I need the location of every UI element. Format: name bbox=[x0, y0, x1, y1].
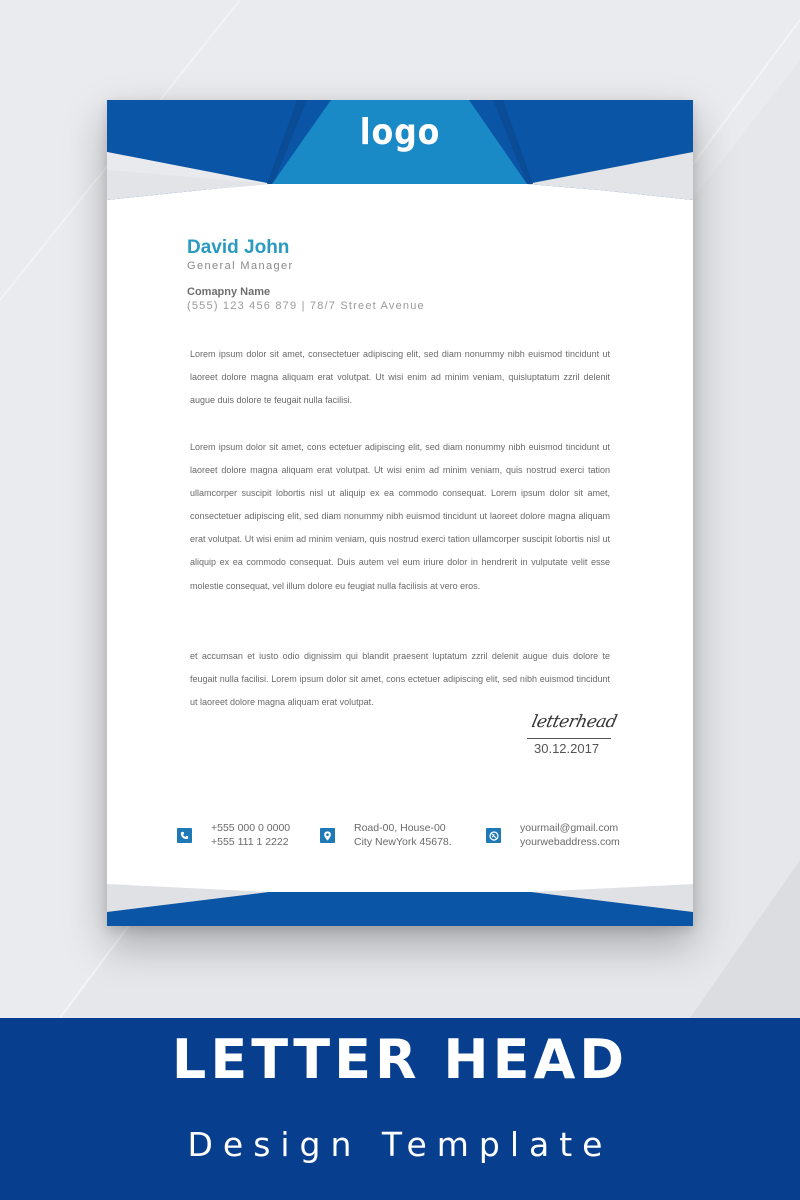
phone-number-1: +555 000 0 0000 bbox=[211, 822, 291, 834]
phone-number-2: +555 111 1 2222 bbox=[211, 835, 289, 848]
sender-name: David John bbox=[187, 237, 290, 258]
sender-role: General Manager bbox=[187, 260, 294, 272]
email-address: yourmail@gmail.com bbox=[520, 822, 619, 834]
banner-title: LETTER HEAD bbox=[171, 1028, 629, 1091]
address-line-1: Road-00, House-00 bbox=[354, 822, 446, 834]
company-contact-line: (555) 123 456 879 | 78/7 Street Avenue bbox=[187, 300, 425, 312]
body-paragraph: et accumsan et iusto odio dignissim qui blandit praesent luptatum zzril delenit augue duis dolore te feugait nulla facilisi. Lorem ipsum dolor sit amet, cons ectetuer adipiscing elit, sed nibh euismod tincidunt ut laoreet dolore magna aliquam erat volutpat. bbox=[190, 651, 610, 708]
letterhead-page bbox=[107, 100, 693, 926]
signature-line bbox=[527, 738, 611, 739]
body-paragraph: Lorem ipsum dolor sit amet, consectetuer adipiscing elit, sed diam nonummy nibh euismod tincidunt ut laoreet dolore magna aliquam erat volutpat. Ut wisi enim ad minim veniam, quisluptatum zzril delenit augue duis dolore te feugait nulla facilisi. bbox=[190, 349, 610, 406]
company-name: Comapny Name bbox=[187, 286, 271, 298]
signature: letterhead bbox=[529, 712, 619, 732]
logo: logo bbox=[359, 112, 441, 153]
web-address: yourwebaddress.com bbox=[520, 835, 620, 848]
globe-icon bbox=[486, 828, 501, 843]
location-pin-icon bbox=[320, 828, 335, 843]
footer-address bbox=[320, 822, 452, 849]
phone-icon bbox=[177, 828, 192, 843]
letter-date: 30.12.2017 bbox=[534, 741, 600, 756]
footer-web bbox=[486, 822, 620, 849]
footer-phone bbox=[177, 822, 290, 849]
address-line-2: City NewYork 45678. bbox=[354, 835, 452, 848]
body-paragraph: Lorem ipsum dolor sit amet, cons ectetuer adipiscing elit, sed diam nonummy nibh euismod tincidunt ut laoreet dolore magna aliquam erat volutpat. Ut wisi enim ad minim veniam, quis nostrud exerci tation ullamcorper suscipit lobortis nisl ut aliquip ex ea commodo consequat. Lorem ipsum dolor sit amet, consectetuer adipiscing elit, sed diam nonummy nibh euismod tincidunt ut laoreet dolore magna aliquam erat volutpat. Ut wisi enim ad minim veniam, quis nostrud exerci tation ullamcorper suscipit lobortis nisl ut aliquip ex ea commodo consequat. Duis autem vel eum iriure dolor in hendrerit in vulputate velit esse molestie consequat, vel illum dolore eu feugiat nulla facilisis at vero eros. bbox=[190, 442, 610, 591]
banner-subtitle: Design Template bbox=[187, 1125, 613, 1164]
